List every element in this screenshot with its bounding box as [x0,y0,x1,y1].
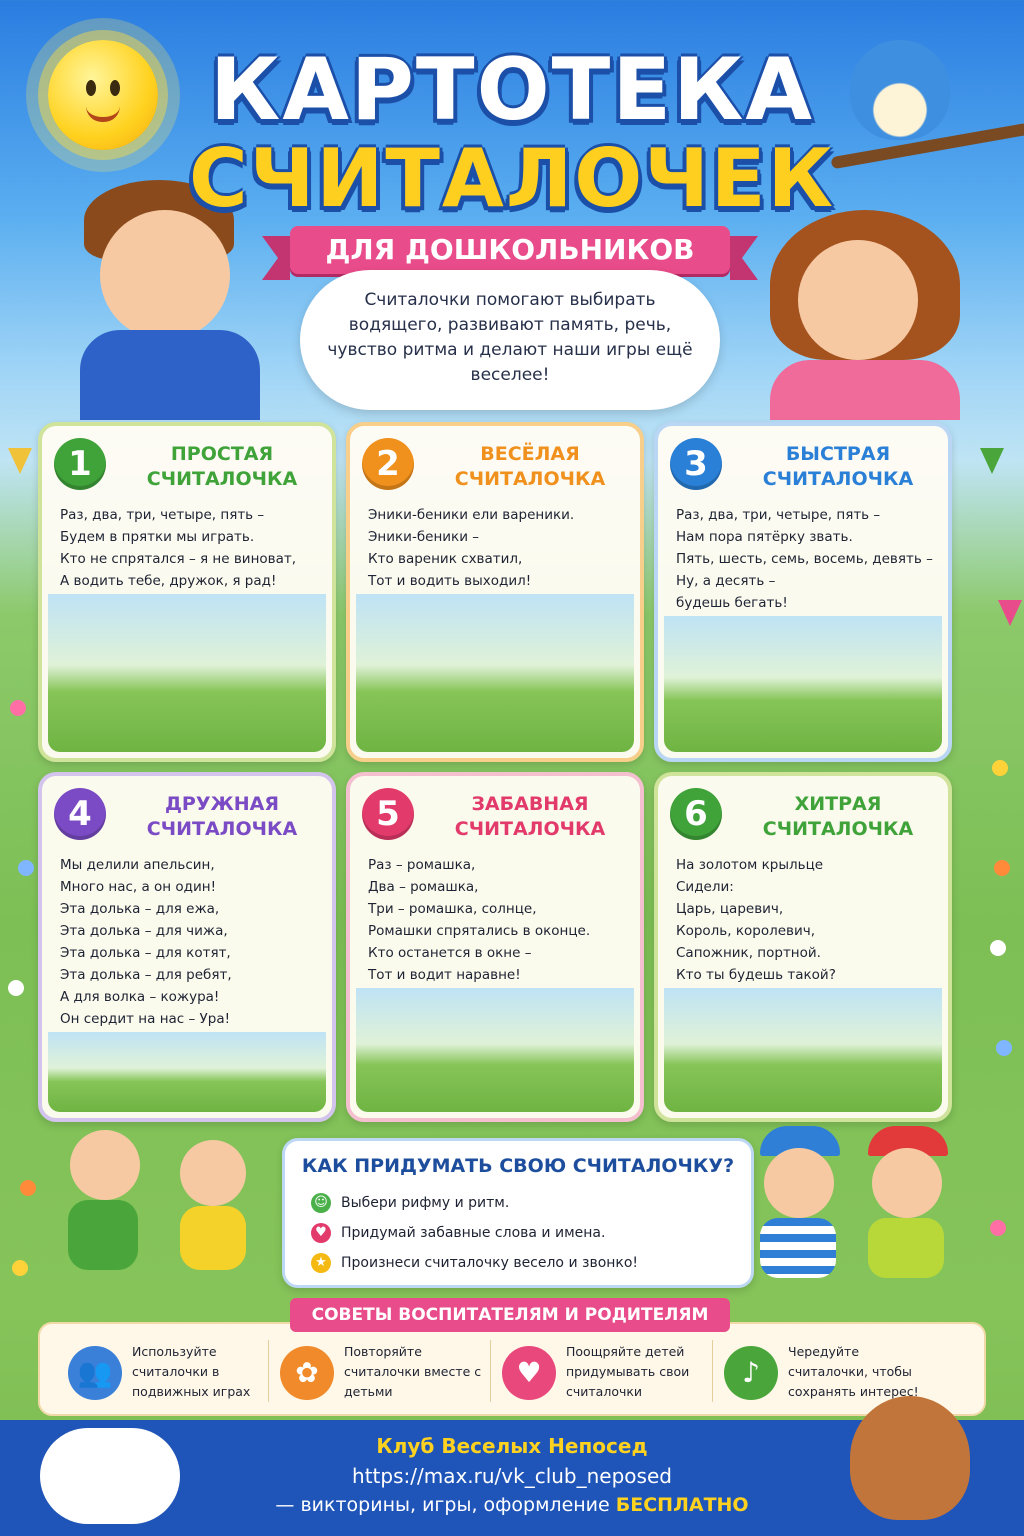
rhyme-line: Король, королевич, [676,923,816,939]
advice-item-text: Поощряйте детей придумывать свои считалочки [566,1344,690,1399]
card-title-line: СЧИТАЛОЧКА [454,468,606,490]
card-illustration [48,594,326,752]
flower-icon [990,940,1006,956]
rhyme-line: Кто останется в окне – [368,945,532,961]
rhyme-line: Тот и водит наравне! [368,967,521,983]
card-number-badge: 2 [362,438,414,490]
rhyme-card-1 [38,422,336,762]
card-title-line: ПРОСТАЯ [170,443,274,465]
rhyme-line: Кто не спрятался – я не виноват, [60,551,297,567]
rhyme-line: Сидели: [676,879,734,895]
rhyme-card-3 [654,422,952,762]
intro-text: Считалочки помогают выбирать водящего, развивают память, речь, чувство ритма и делают наши игры ещё веселее! [327,290,693,385]
rhyme-text [60,854,332,1030]
card-title-line: ХИТРАЯ [794,793,882,815]
kid-face [872,1148,942,1218]
rhyme-line: А водить тебе, дружок, я рад! [60,573,277,589]
rhyme-line: Мы делили апельсин, [60,857,215,873]
advice-panel [38,1322,986,1416]
club-link[interactable]: https://max.ru/vk_club_neposed [352,1464,672,1488]
flower-icon [12,1260,28,1276]
rhyme-line: Раз, два, три, четыре, пять – [676,507,881,523]
card-title-line: ВЕСЁЛАЯ [480,443,580,465]
rhyme-card-5 [346,772,644,1122]
brain-icon: ✿ [280,1346,334,1400]
card-illustration [356,988,634,1112]
card-illustration [664,988,942,1112]
girl-shirt [770,360,960,420]
tagline-text: — викторины, игры, оформление [275,1494,610,1516]
card-title-line: БЫСТРАЯ [785,443,891,465]
card-number-badge: 1 [54,438,106,490]
kid-face [70,1130,140,1200]
rhyme-text [368,504,640,592]
audience-ribbon: ДЛЯ ДОШКОЛЬНИКОВ [290,226,730,274]
rhyme-line: Кто ты будешь такой? [676,967,836,983]
smile-icon: ☺ [311,1193,331,1213]
how-to-item-text: Придумай забавные слова и имена. [341,1225,606,1241]
rhyme-line: Он сердит на нас – Ура! [60,1011,231,1027]
rhyme-line: Раз – ромашка, [368,857,476,873]
rhyme-line: Эта долька – для чижа, [60,923,228,939]
rhyme-card-6 [654,772,952,1122]
card-title [420,792,640,842]
rhyme-line: Эта долька – для ребят, [60,967,232,983]
card-title-line: СЧИТАЛОЧКА [146,468,298,490]
advice-item-text: Используйте считалочки в подвижных играх [132,1344,251,1399]
rhyme-line: Раз, два, три, четыре, пять – [60,507,265,523]
footer [0,1420,1024,1536]
kid-face [180,1140,246,1206]
divider [712,1340,713,1402]
rhyme-text [368,854,640,986]
card-illustration [48,1032,326,1112]
rhyme-line: На золотом крыльце [676,857,824,873]
bunting-flag [8,448,32,474]
how-to-item [311,1253,638,1273]
star-icon: ★ [311,1253,331,1273]
flower-icon [18,860,34,876]
rhyme-line: Кто вареник схватил, [368,551,523,567]
intro-cloud [300,270,720,410]
how-to-panel [282,1138,754,1288]
flower-icon [994,860,1010,876]
rhyme-line: Ну, а десять – [676,573,776,589]
running-kids-left [40,1130,270,1300]
how-to-item-text: Произнеси считалочку весело и звонко! [341,1255,639,1271]
bunting-flag [998,600,1022,626]
card-number-badge: 6 [670,788,722,840]
boy-hoodie [80,330,260,420]
rhyme-line: Пять, шесть, семь, восемь, девять – [676,551,933,567]
card-title-line: ЗАБАВНАЯ [471,793,589,815]
club-name: Клуб Веселых Непосед [376,1434,648,1458]
card-title [112,442,332,492]
kid-shirt [868,1218,944,1278]
page-title: КАРТОТЕКА [210,40,814,140]
kid-shirt [760,1218,836,1278]
rhyme-line: Эники-беники ели вареники. [368,507,575,523]
kid-face [764,1148,834,1218]
rhyme-line: Будем в прятки мы играть. [60,529,255,545]
rhyme-line: будешь бегать! [676,595,788,611]
heart-icon: ♥ [311,1223,331,1243]
rhyme-line: Сапожник, портной. [676,945,821,961]
rhyme-card-2 [346,422,644,762]
girl-illustration [760,210,970,420]
rhyme-line: Тот и водить выходил! [368,573,532,589]
card-title [728,792,948,842]
card-title [112,792,332,842]
rhyme-line: Много нас, а он один! [60,879,217,895]
card-title-line: СЧИТАЛОЧКА [146,818,298,840]
rhyme-line: Ромашки спрятались в оконце. [368,923,591,939]
card-illustration [664,616,942,752]
flower-icon [996,1040,1012,1056]
rhyme-text [676,854,948,986]
how-to-title: КАК ПРИДУМАТЬ СВОЮ СЧИТАЛОЧКУ? [301,1155,735,1177]
rhyme-text [676,504,948,614]
advice-item-text: Повторяйте считалочки вместе с детьми [344,1344,482,1399]
card-number-badge: 3 [670,438,722,490]
divider [268,1340,269,1402]
rhyme-line: Два – ромашка, [368,879,479,895]
advice-item-text: Чередуйте считалочки, чтобы сохранять интерес! [788,1344,919,1399]
divider [490,1340,491,1402]
advice-ribbon: СОВЕТЫ ВОСПИТАТЕЛЯМ И РОДИТЕЛЯМ [290,1298,730,1332]
page-subtitle: СЧИТАЛОЧЕК [189,132,835,225]
rhyme-line: Три – ромашка, солнце, [368,901,537,917]
how-to-item [311,1193,509,1213]
rhyme-line: А для волка – кожура! [60,989,220,1005]
rhyme-line: Нам пора пятёрку звать. [676,529,853,545]
rhyme-line: Эта долька – для ежа, [60,901,220,917]
girl-face [798,240,918,360]
card-title-line: СЧИТАЛОЧКА [454,818,606,840]
how-to-item-text: Выбери рифму и ритм. [341,1195,510,1211]
heart-icon: ♥ [502,1346,556,1400]
people-icon: 👥 [68,1346,122,1400]
rhyme-line: Царь, царевич, [676,901,784,917]
tagline-highlight: БЕСПЛАТНО [615,1494,749,1516]
rhyme-line: Эта долька – для котят, [60,945,231,961]
card-number-badge: 5 [362,788,414,840]
card-title-line: СЧИТАЛОЧКА [762,468,914,490]
card-title [728,442,948,492]
flower-icon [20,1180,36,1196]
flower-icon [8,980,24,996]
how-to-item [311,1223,605,1243]
card-title [420,442,640,492]
kid-shirt [68,1200,138,1270]
rhyme-card-4 [38,772,336,1122]
footer-tagline [0,1494,1024,1516]
flower-icon [992,760,1008,776]
card-illustration [356,594,634,752]
card-title-line: ДРУЖНАЯ [165,793,279,815]
music-note-icon: ♪ [724,1346,778,1400]
flower-icon [990,1220,1006,1236]
card-title-line: СЧИТАЛОЧКА [762,818,914,840]
bunting-flag [980,448,1004,474]
rhyme-text [60,504,332,592]
card-number-badge: 4 [54,788,106,840]
rhyme-line: Эники-беники – [368,529,480,545]
running-kids-right [750,1126,980,1306]
flower-icon [10,700,26,716]
boy-face [100,210,230,340]
kid-shirt [180,1206,246,1270]
